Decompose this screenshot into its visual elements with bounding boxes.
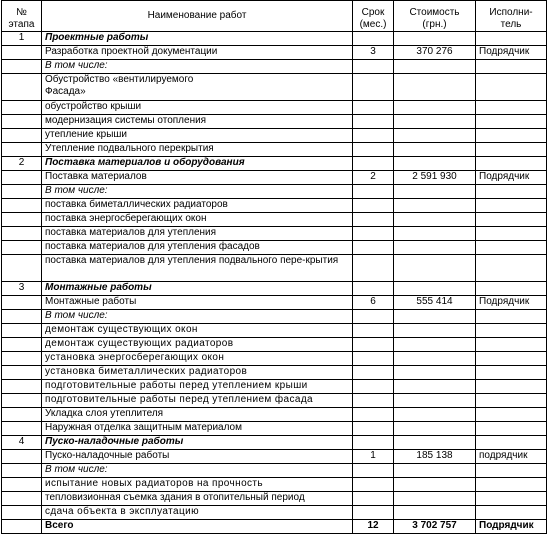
header-term: Срок (мес.): [353, 1, 394, 32]
stage-number: 1: [2, 32, 42, 46]
work-name: Монтажные работы: [42, 296, 353, 310]
header-stage-number: № этапа: [2, 1, 42, 32]
term-value: 6: [353, 296, 394, 310]
sub-item-row: [2, 380, 547, 394]
total-cost: 3 702 757: [394, 520, 476, 534]
sub-item: Утепление подвального перекрытия: [42, 143, 353, 157]
sub-item: поставка материалов для утепления фасадов: [42, 241, 353, 255]
sub-item-row: [2, 199, 547, 213]
stage-main-row: [2, 171, 547, 185]
cost-value: 370 276: [394, 46, 476, 60]
including-row: [2, 60, 547, 74]
sub-item-row: [2, 143, 547, 157]
header-executor: Исполни- тель: [476, 1, 547, 32]
header-row: [2, 1, 547, 32]
sub-item: сдача объекта в эксплуатацию: [42, 506, 353, 520]
sub-item: поставка материалов для утепления подвального пере-крытия: [42, 255, 353, 282]
sub-item-row: [2, 129, 547, 143]
work-name: Поставка материалов: [42, 171, 353, 185]
work-schedule-table: [1, 0, 547, 534]
stage-title-row: [2, 32, 547, 46]
sub-item-row: [2, 101, 547, 115]
cost-value: 555 414: [394, 296, 476, 310]
stage-title: Поставка материалов и оборудования: [42, 157, 353, 171]
stage-title-row: [2, 436, 547, 450]
sub-item: тепловизионная съемка здания в отопительный период: [42, 492, 353, 506]
header-work-name: Наименование работ: [42, 1, 353, 32]
sub-item: испытание новых радиаторов на прочность: [42, 478, 353, 492]
work-name: Пуско-наладочные работы: [42, 450, 353, 464]
sub-item-row: [2, 241, 547, 255]
including-row: [2, 310, 547, 324]
sub-item-row: [2, 352, 547, 366]
sub-item-row: [2, 255, 547, 282]
sub-item-row: [2, 422, 547, 436]
term-value: 1: [353, 450, 394, 464]
stage-title: Проектные работы: [42, 32, 353, 46]
stage-title: Монтажные работы: [42, 282, 353, 296]
sub-item: Укладка слоя утеплителя: [42, 408, 353, 422]
sub-item-row: [2, 115, 547, 129]
sub-item: модернизация системы отопления: [42, 115, 353, 129]
sub-item: Обустройство «вентилируемого Фасада»: [42, 74, 353, 101]
executor-value: Подрядчик: [476, 171, 547, 185]
work-name: Разработка проектной документации: [42, 46, 353, 60]
including-row: [2, 464, 547, 478]
stage-main-row: [2, 450, 547, 464]
sub-item: утепление крыши: [42, 129, 353, 143]
executor-value: Подрядчик: [476, 46, 547, 60]
sub-item-row: [2, 324, 547, 338]
total-executor: Подрядчик: [476, 520, 547, 534]
term-value: 2: [353, 171, 394, 185]
sub-item-row: [2, 506, 547, 520]
sub-item: подготовительные работы перед утеплением фасада: [42, 394, 353, 408]
stage-number: 2: [2, 157, 42, 171]
including-label: В том числе:: [42, 464, 353, 478]
sub-item: обустройство крыши: [42, 101, 353, 115]
sub-item-row: [2, 338, 547, 352]
stage-main-row: [2, 46, 547, 60]
sub-item: подготовительные работы перед утеплением крыши: [42, 380, 353, 394]
stage-title-row: [2, 157, 547, 171]
stage-number: 4: [2, 436, 42, 450]
including-row: [2, 185, 547, 199]
sub-item: демонтаж существующих окон: [42, 324, 353, 338]
stage-title-row: [2, 282, 547, 296]
sub-item-row: [2, 74, 547, 101]
executor-value: подрядчик: [476, 450, 547, 464]
executor-value: Подрядчик: [476, 296, 547, 310]
stage-number: 3: [2, 282, 42, 296]
sub-item-row: [2, 408, 547, 422]
sub-item-row: [2, 227, 547, 241]
sub-item: Наружная отделка защитным материалом: [42, 422, 353, 436]
cost-value: 185 138: [394, 450, 476, 464]
sub-item: поставка энергосберегающих окон: [42, 213, 353, 227]
cost-value: 2 591 930: [394, 171, 476, 185]
sub-item: демонтаж существующих радиаторов: [42, 338, 353, 352]
total-term: 12: [353, 520, 394, 534]
stage-title: Пуско-наладочные работы: [42, 436, 353, 450]
including-label: В том числе:: [42, 60, 353, 74]
sub-item: установка энергосберегающих окон: [42, 352, 353, 366]
sub-item-row: [2, 394, 547, 408]
sub-item: поставка биметаллических радиаторов: [42, 199, 353, 213]
stage-main-row: [2, 296, 547, 310]
sub-item-row: [2, 366, 547, 380]
term-value: 3: [353, 46, 394, 60]
sub-item: поставка материалов для утепления: [42, 227, 353, 241]
including-label: В том числе:: [42, 185, 353, 199]
sub-item-row: [2, 492, 547, 506]
total-row: [2, 520, 547, 534]
header-cost: Стоимость (грн.): [394, 1, 476, 32]
sub-item-row: [2, 478, 547, 492]
sub-item: установка биметаллических радиаторов: [42, 366, 353, 380]
sub-item-row: [2, 213, 547, 227]
total-label: Всего: [42, 520, 353, 534]
including-label: В том числе:: [42, 310, 353, 324]
